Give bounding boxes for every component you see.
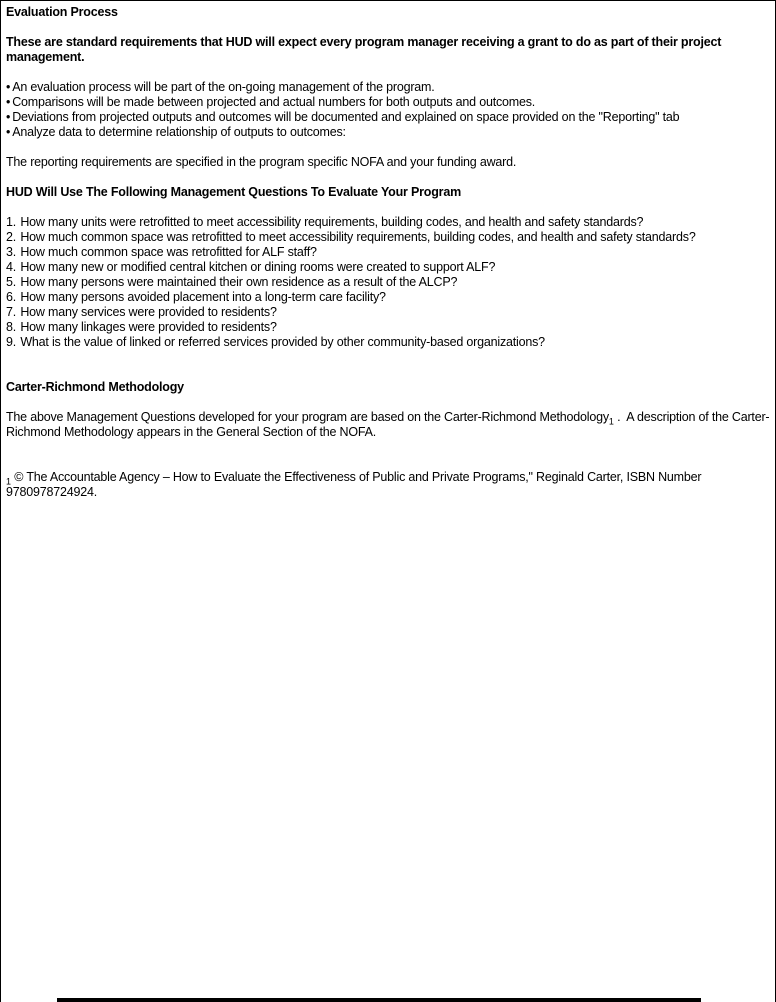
question-number: 8. [6,320,17,334]
bullet-icon: • [6,95,11,109]
methodology-heading: Carter-Richmond Methodology [6,380,184,394]
question-number: 2. [6,230,17,244]
list-item [6,215,771,230]
question-number: 7. [6,305,17,319]
question-text: How many persons avoided placement into a long-term care facility? [20,290,386,304]
list-item [6,245,771,260]
bullet-text: Comparisons will be made between projected and actual numbers for both outputs and outcomes. [12,95,536,109]
list-item [6,110,771,125]
bullet-icon: • [6,80,11,94]
bullet-icon: • [6,125,11,139]
footnote-marker: 1 [6,476,12,487]
question-text: What is the value of linked or referred services provided by other community-based organizations? [20,335,545,349]
bullet-text: An evaluation process will be part of the on-going management of the program. [12,80,435,94]
methodology-text-before: The above Management Questions developed for your program are based on the Carter-Richmond Methodology [6,410,609,424]
footnote-text: © The Accountable Agency – How to Evaluate the Effectiveness of Public and Private Programs," Reginald Carter, ISBN Number 9780978724924. [6,470,705,499]
bullet-list [6,80,771,140]
list-item [6,230,771,245]
methodology-paragraph [6,410,771,440]
page-title: Evaluation Process [6,5,118,19]
question-text: How much common space was retrofitted to meet accessibility requirements, building codes, and health and safety standards? [20,230,696,244]
question-number: 5. [6,275,17,289]
bottom-bar [57,998,701,1002]
question-number: 4. [6,260,17,274]
bullet-text: Deviations from projected outputs and outcomes will be documented and explained on space provided on the "Reporting" tab [12,110,680,124]
reporting-note: The reporting requirements are specified in the program specific NOFA and your funding award. [6,155,517,169]
question-text: How many units were retrofitted to meet accessibility requirements, building codes, and health and safety standards? [20,215,644,229]
question-number: 6. [6,290,17,304]
footnote-marker: 1 [608,416,614,427]
list-item [6,95,771,110]
questions-heading: HUD Will Use The Following Management Questions To Evaluate Your Program [6,185,461,199]
question-text: How many services were provided to residents? [20,305,277,319]
list-item [6,260,771,275]
question-text: How many new or modified central kitchen or dining rooms were created to support ALF? [20,260,496,274]
bullet-text: Analyze data to determine relationship of outputs to outcomes: [12,125,346,139]
questions-list [6,215,771,350]
list-item [6,335,771,350]
question-text: How many linkages were provided to residents? [20,320,277,334]
intro-paragraph: These are standard requirements that HUD will expect every program manager receiving a grant to do as part of their project management. [6,35,725,64]
bullet-icon: • [6,110,11,124]
question-number: 9. [6,335,17,349]
question-text: How many persons were maintained their own residence as a result of the ALCP? [20,275,458,289]
list-item [6,125,771,140]
list-item [6,275,771,290]
methodology-text-after: . A description of the Carter-Richmond Methodology appears in the General Section of the NOFA. [6,410,770,439]
list-item [6,290,771,305]
footnote [6,470,771,500]
list-item [6,80,771,95]
question-number: 1. [6,215,17,229]
question-number: 3. [6,245,17,259]
question-text: How much common space was retrofitted for ALF staff? [20,245,317,259]
list-item [6,320,771,335]
list-item [6,305,771,320]
